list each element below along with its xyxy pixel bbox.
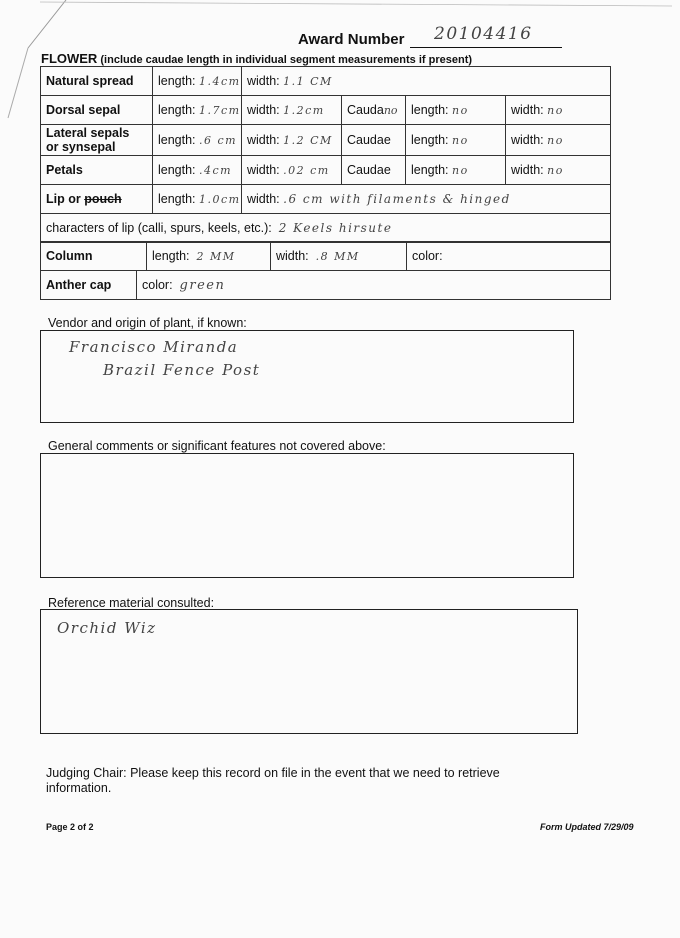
width-label: width: — [276, 249, 309, 263]
row-natural-spread — [41, 67, 611, 96]
anther-cap-label: Anther cap — [41, 271, 137, 300]
dorsal-sepal-cauda-width-cell[interactable] — [506, 96, 611, 125]
lip-label-text: Lip or — [46, 192, 85, 206]
dorsal-sepal-length-cell[interactable] — [153, 96, 242, 125]
award-number-value[interactable]: 20104416 — [434, 24, 533, 44]
column-color-cell[interactable] — [407, 242, 611, 271]
vendor-box[interactable] — [40, 330, 574, 423]
petals-width-cell[interactable] — [242, 156, 342, 185]
lip-width-cell[interactable] — [242, 185, 611, 214]
length-label: length: — [158, 133, 196, 147]
vendor-label: Vendor and origin of plant, if known: — [48, 316, 247, 330]
column-length-cell[interactable] — [147, 242, 271, 271]
natural-spread-label: Natural spread — [41, 67, 153, 96]
petals-caudae-length-cell[interactable] — [406, 156, 506, 185]
reference-box[interactable] — [40, 609, 578, 734]
reference-value: Orchid Wiz — [57, 619, 157, 637]
length-label: length: — [411, 133, 449, 147]
lateral-sepals-label-line1: Lateral sepals — [46, 126, 130, 140]
lateral-sepals-label-line2: or synsepal — [46, 140, 116, 154]
vendor-line2: Brazil Fence Post — [103, 361, 261, 379]
caudae-label: Caudae — [347, 163, 391, 177]
lateral-sepals-caudae-width-value: no — [547, 134, 564, 147]
pouch-label-struck: pouch — [84, 192, 122, 206]
length-label: length: — [158, 74, 196, 88]
dorsal-sepal-cauda-width-value: no — [547, 104, 564, 117]
width-label: width: — [511, 133, 544, 147]
flower-measurements-table — [40, 66, 611, 243]
dorsal-sepal-length-value: 1.7cm — [199, 104, 241, 117]
dorsal-sepal-width-value: 1.2cm — [283, 104, 325, 117]
petals-caudae-length-value: no — [452, 164, 469, 177]
anther-cap-table — [40, 270, 611, 300]
color-label: color: — [412, 249, 443, 263]
cauda-label: Cauda — [347, 103, 384, 117]
lip-label — [41, 185, 153, 214]
column-table — [40, 241, 611, 271]
length-label: length: — [152, 249, 190, 263]
petals-caudae-cell[interactable] — [342, 156, 406, 185]
flower-heading-note: (include caudae length in individual segment measurements if present) — [100, 54, 473, 66]
column-width-value: .8 MM — [315, 250, 360, 263]
petals-length-cell[interactable] — [153, 156, 242, 185]
caudae-label: Caudae — [347, 133, 391, 147]
dorsal-sepal-cauda-length-value: no — [452, 104, 469, 117]
lip-width-value: .6 cm with filaments & hinged — [283, 192, 511, 206]
row-lip-characters — [41, 214, 611, 243]
color-label: color: — [142, 277, 173, 292]
row-column — [41, 242, 611, 271]
lateral-sepals-label — [41, 125, 153, 156]
row-anther-cap — [41, 271, 611, 300]
page-number: Page 2 of 2 — [46, 822, 94, 832]
vendor-line1: Francisco Miranda — [69, 338, 239, 356]
lateral-sepals-caudae-length-value: no — [452, 134, 469, 147]
length-label: length: — [411, 163, 449, 177]
award-number-label: Award Number — [298, 31, 405, 48]
flower-heading — [41, 51, 472, 66]
comments-label: General comments or significant features not covered above: — [48, 439, 386, 453]
width-label: width: — [247, 74, 280, 88]
judging-chair-note: Judging Chair: Please keep this record on file in the event that we need to retrieve information. — [46, 766, 500, 795]
lateral-sepals-length-cell[interactable] — [153, 125, 242, 156]
natural-spread-length-value: 1.4cm — [199, 75, 241, 88]
natural-spread-width-cell[interactable] — [242, 67, 611, 96]
lateral-sepals-caudae-length-cell[interactable] — [406, 125, 506, 156]
petals-length-value: .4cm — [199, 164, 233, 177]
dorsal-sepal-label: Dorsal sepal — [41, 96, 153, 125]
natural-spread-width-value: 1.1 CM — [283, 75, 333, 88]
flower-heading-title: FLOWER — [41, 51, 98, 66]
anther-cap-color-value: green — [179, 277, 226, 293]
dorsal-sepal-width-cell[interactable] — [242, 96, 342, 125]
dorsal-sepal-cauda-cell[interactable] — [342, 96, 406, 125]
column-length-value: 2 MM — [196, 250, 236, 263]
petals-width-value: .02 cm — [283, 164, 330, 177]
lip-characters-cell[interactable] — [41, 214, 611, 243]
dorsal-sepal-cauda-value: no — [383, 104, 398, 117]
length-label: length: — [158, 163, 196, 177]
reference-label: Reference material consulted: — [48, 596, 215, 610]
lateral-sepals-width-value: 1.2 CM — [283, 134, 333, 147]
width-label: width: — [511, 163, 544, 177]
row-petals — [41, 156, 611, 185]
lateral-sepals-caudae-width-cell[interactable] — [506, 125, 611, 156]
lateral-sepals-caudae-cell[interactable] — [342, 125, 406, 156]
width-label: width: — [247, 192, 280, 206]
lateral-sepals-length-value: .6 cm — [199, 134, 238, 147]
petals-caudae-width-cell[interactable] — [506, 156, 611, 185]
column-label: Column — [41, 242, 147, 271]
lip-characters-label: characters of lip (calli, spurs, keels, etc.): — [46, 221, 272, 235]
petals-label: Petals — [41, 156, 153, 185]
width-label: width: — [247, 133, 280, 147]
form-updated-date: Form Updated 7/29/09 — [540, 822, 634, 832]
lip-length-cell[interactable] — [153, 185, 242, 214]
dorsal-sepal-cauda-length-cell[interactable] — [406, 96, 506, 125]
length-label: length: — [411, 103, 449, 117]
lateral-sepals-width-cell[interactable] — [242, 125, 342, 156]
width-label: width: — [247, 163, 280, 177]
width-label: width: — [247, 103, 280, 117]
row-dorsal-sepal — [41, 96, 611, 125]
length-label: length: — [158, 192, 196, 206]
row-lateral-sepals — [41, 125, 611, 156]
comments-box[interactable] — [40, 453, 574, 578]
award-number-underline — [410, 47, 562, 48]
natural-spread-length-cell[interactable] — [153, 67, 242, 96]
width-label: width: — [511, 103, 544, 117]
anther-cap-color-cell[interactable] — [137, 271, 611, 300]
lip-length-value: 1.0cm — [199, 193, 241, 206]
petals-caudae-width-value: no — [547, 164, 564, 177]
row-lip — [41, 185, 611, 214]
length-label: length: — [158, 103, 196, 117]
lip-characters-value: 2 Keels hirsute — [278, 221, 393, 235]
column-width-cell[interactable] — [271, 242, 407, 271]
